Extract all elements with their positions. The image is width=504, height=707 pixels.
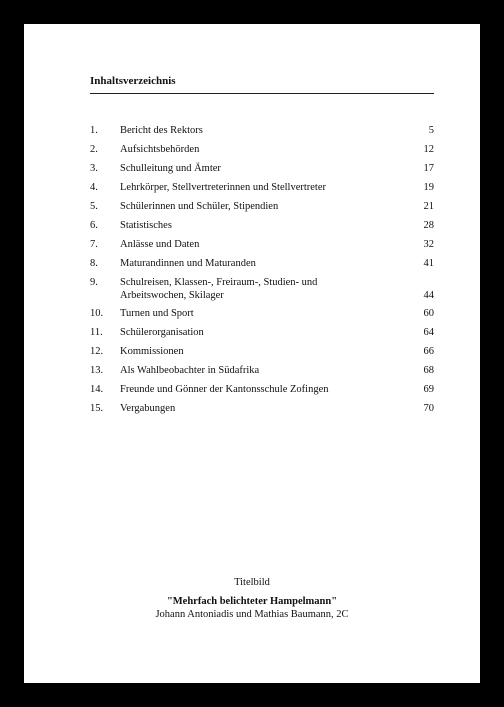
toc-entry-label: Kommissionen bbox=[120, 346, 184, 357]
toc-entry-number: 10. bbox=[90, 308, 104, 319]
toc-entry-number: 11. bbox=[90, 327, 103, 338]
toc-entry-page: 28 bbox=[423, 220, 434, 231]
toc-entry-label: Schulreisen, Klassen-, Freiraum-, Studien- und Arbeitswochen, Skilager bbox=[120, 277, 318, 301]
document-page bbox=[24, 24, 480, 683]
toc-entry-number: 12. bbox=[90, 346, 104, 357]
toc-entry bbox=[90, 219, 434, 232]
toc-entry-number: 4. bbox=[90, 182, 98, 193]
toc-entry-page: 66 bbox=[423, 346, 434, 357]
toc-entry-label: Vergabungen bbox=[120, 403, 176, 414]
page-title: Inhaltsverzeichnis bbox=[90, 75, 176, 87]
toc-entry bbox=[90, 383, 434, 396]
toc-entry-page: 5 bbox=[428, 125, 434, 136]
toc-entry-label: Maturandinnen und Maturanden bbox=[120, 258, 256, 269]
toc-entry-label: Aufsichtsbehörden bbox=[120, 144, 200, 155]
toc-entry-number: 13. bbox=[90, 365, 104, 376]
toc-entry-page: 44 bbox=[423, 290, 434, 301]
toc-entry bbox=[90, 326, 434, 339]
toc-entry-page: 32 bbox=[423, 239, 434, 250]
toc-entry-number: 15. bbox=[90, 403, 104, 414]
toc-entry bbox=[90, 238, 434, 251]
toc-entry-page: 64 bbox=[423, 327, 434, 338]
toc-entry-page: 21 bbox=[423, 201, 434, 212]
toc-entry-label: Anlässe und Daten bbox=[120, 239, 200, 250]
toc-entry-label: Schülerinnen und Schüler, Stipendien bbox=[120, 201, 279, 212]
toc-entry-label: Turnen und Sport bbox=[120, 308, 194, 319]
toc-entry-number: 6. bbox=[90, 220, 98, 231]
cover-caption bbox=[24, 576, 480, 621]
toc-entry bbox=[90, 345, 434, 358]
toc-entry-page: 70 bbox=[423, 403, 434, 414]
toc-entry-number: 1. bbox=[90, 125, 98, 136]
toc-entry bbox=[90, 124, 434, 137]
toc-entry bbox=[90, 276, 434, 302]
toc-entry bbox=[90, 364, 434, 377]
title-rule bbox=[90, 93, 434, 94]
toc-entry bbox=[90, 257, 434, 270]
toc-entry bbox=[90, 162, 434, 175]
toc-entry-label: Als Wahlbeobachter in Südafrika bbox=[120, 365, 260, 376]
toc-entry bbox=[90, 143, 434, 156]
toc-entry-number: 5. bbox=[90, 201, 98, 212]
toc-entry bbox=[90, 181, 434, 194]
toc-entry-page: 41 bbox=[423, 258, 434, 269]
toc-entry bbox=[90, 200, 434, 213]
toc-entry bbox=[90, 307, 434, 320]
toc-entry-number: 3. bbox=[90, 163, 98, 174]
toc-entry-label: Bericht des Rektors bbox=[120, 125, 203, 136]
toc-entry-label: Schulleitung und Ämter bbox=[120, 163, 221, 174]
toc-entry-number: 14. bbox=[90, 384, 104, 395]
toc-entry-page: 60 bbox=[423, 308, 434, 319]
toc-entry-page: 68 bbox=[423, 365, 434, 376]
table-of-contents bbox=[90, 124, 434, 421]
toc-entry-number: 8. bbox=[90, 258, 98, 269]
toc-entry-label: Freunde und Gönner der Kantonsschule Zofingen bbox=[120, 384, 329, 395]
toc-entry-page: 19 bbox=[423, 182, 434, 193]
toc-entry-page: 69 bbox=[423, 384, 434, 395]
toc-entry-label: Schülerorganisation bbox=[120, 327, 204, 338]
toc-entry-number: 9. bbox=[90, 277, 98, 288]
toc-entry-page: 12 bbox=[423, 144, 434, 155]
toc-entry-label: Statistisches bbox=[120, 220, 172, 231]
toc-entry-page: 17 bbox=[423, 163, 434, 174]
toc-entry bbox=[90, 402, 434, 415]
caption-credits: Johann Antoniadis und Mathias Baumann, 2C bbox=[155, 609, 349, 620]
caption-artwork-title: "Mehrfach belichteter Hampelmann" bbox=[166, 596, 338, 607]
caption-heading: Titelbild bbox=[234, 577, 270, 588]
toc-entry-number: 2. bbox=[90, 144, 98, 155]
toc-entry-number: 7. bbox=[90, 239, 98, 250]
toc-entry-label: Lehrkörper, Stellvertreterinnen und Stellvertreter bbox=[120, 182, 326, 193]
